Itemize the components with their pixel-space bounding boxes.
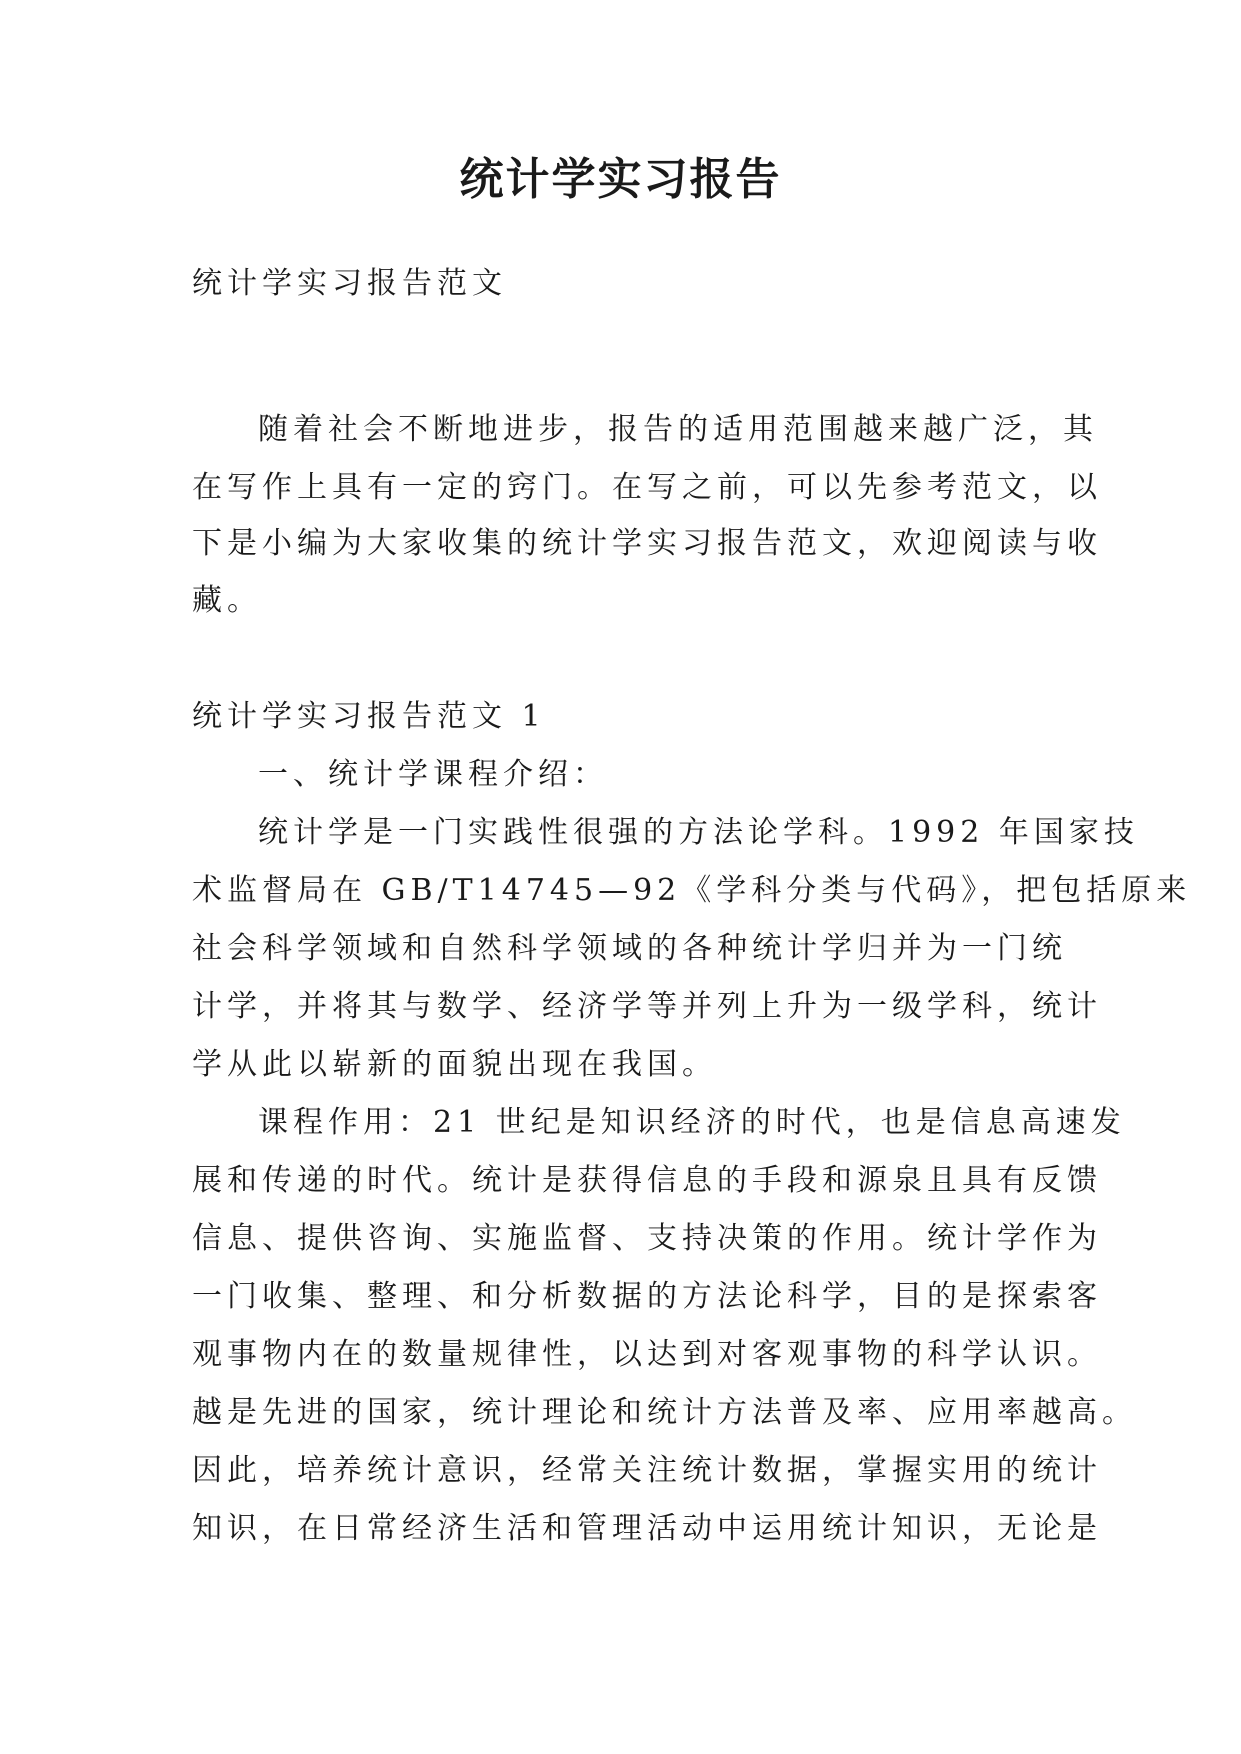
paragraph-line: 术监督局在 GB/T14745—92《学科分类与代码》，把包括原来 (192, 873, 1192, 908)
paragraph-line: 课程作用：21 世纪是知识经济的时代，也是信息高速发 (258, 1105, 1126, 1140)
paragraph-line: 一门收集、整理、和分析数据的方法论科学，目的是探索客 (192, 1279, 1102, 1314)
paragraph-line: 展和传递的时代。统计是获得信息的手段和源泉且具有反馈 (192, 1163, 1102, 1198)
section-heading: 统计学实习报告范文 1 (192, 699, 546, 734)
paragraph-line: 计学，并将其与数学、经济学等并列上升为一级学科，统计 (192, 989, 1102, 1024)
course-heading: 一、统计学课程介绍： (258, 757, 608, 792)
document-subtitle: 统计学实习报告范文 (192, 266, 507, 301)
paragraph-line: 学从此以崭新的面貌出现在我国。 (192, 1047, 717, 1082)
paragraph-line: 社会科学领域和自然科学领域的各种统计学归并为一门统 (192, 931, 1067, 966)
intro-line: 下是小编为大家收集的统计学实习报告范文，欢迎阅读与收 (192, 526, 1102, 561)
document-title: 统计学实习报告 (459, 154, 782, 205)
paragraph-line: 信息、提供咨询、实施监督、支持决策的作用。统计学作为 (192, 1221, 1102, 1256)
paragraph-line: 观事物内在的数量规律性，以达到对客观事物的科学认识。 (192, 1337, 1102, 1372)
intro-line: 在写作上具有一定的窍门。在写之前，可以先参考范文，以 (192, 470, 1102, 505)
paragraph-line: 越是先进的国家，统计理论和统计方法普及率、应用率越高。 (192, 1395, 1137, 1430)
paragraph-line: 知识，在日常经济生活和管理活动中运用统计知识，无论是 (192, 1511, 1102, 1546)
intro-line: 藏。 (192, 583, 262, 618)
paragraph-line: 因此，培养统计意识，经常关注统计数据，掌握实用的统计 (192, 1453, 1102, 1488)
intro-line: 随着社会不断地进步，报告的适用范围越来越广泛，其 (258, 412, 1098, 447)
paragraph-line: 统计学是一门实践性很强的方法论学科。1992 年国家技 (258, 815, 1139, 850)
